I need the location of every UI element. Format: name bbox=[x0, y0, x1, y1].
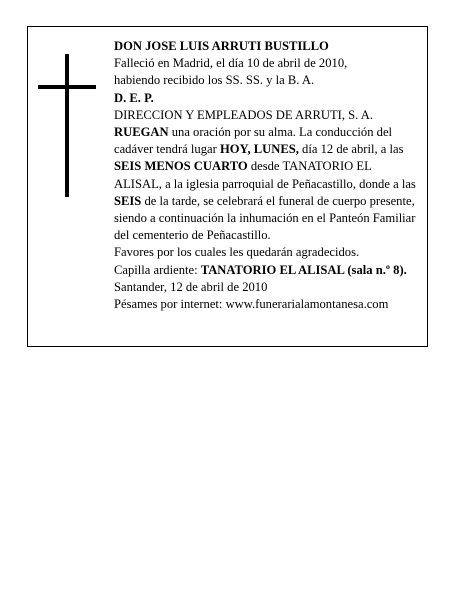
ruegan-text: RUEGAN bbox=[114, 125, 169, 140]
cross-icon bbox=[38, 54, 96, 197]
obituary-notice bbox=[27, 26, 428, 347]
chapel-label: Capilla ardiente: bbox=[114, 262, 201, 277]
death-line-1: Falleció en Madrid, el día 10 de abril de 2010, bbox=[114, 56, 348, 71]
place-date-line: Santander, 12 de abril de 2010 bbox=[114, 279, 268, 294]
dep-line: D. E. P. bbox=[114, 90, 154, 105]
hora-text: SEIS MENOS CUARTO bbox=[114, 159, 248, 174]
chapel-place: TANATORIO EL ALISAL (sala n.º 8). bbox=[200, 262, 407, 277]
chapel-line bbox=[114, 262, 420, 279]
notice-text bbox=[114, 38, 420, 313]
prayer-text-1: una oración por su alma. La conducción del cadáver tendrá lugar bbox=[114, 125, 393, 157]
seis-text: SEIS bbox=[114, 193, 142, 208]
company-line: DIRECCION Y EMPLEADOS DE ARRUTI, S. A. bbox=[114, 107, 374, 122]
hoy-lunes-text: HOY, LUNES, bbox=[219, 142, 299, 157]
thanks-line: Favores por los cuales les quedarán agradecidos. bbox=[114, 245, 360, 260]
prayer-text-4: de la tarde, se celebrará el funeral de cuerpo presente, siendo a continuación la inhumación en el Panteón Familiar del cementerio de Peñacastillo. bbox=[114, 193, 416, 243]
prayer-paragraph bbox=[114, 124, 420, 244]
condolences-line: Pésames por internet: www.funerarialamontanesa.com bbox=[114, 297, 389, 312]
cross-horizontal-bar bbox=[38, 85, 96, 89]
cross-vertical-bar bbox=[65, 54, 69, 197]
prayer-text-2: día 12 de abril, a las bbox=[298, 142, 404, 157]
deceased-name: DON JOSE LUIS ARRUTI BUSTILLO bbox=[114, 39, 329, 53]
death-line-2: habiendo recibido los SS. SS. y la B. A. bbox=[114, 73, 315, 88]
prayer-text-3: desde TANATORIO EL ALISAL, a la iglesia parroquial de Peñacastillo, donde a las bbox=[114, 159, 416, 191]
